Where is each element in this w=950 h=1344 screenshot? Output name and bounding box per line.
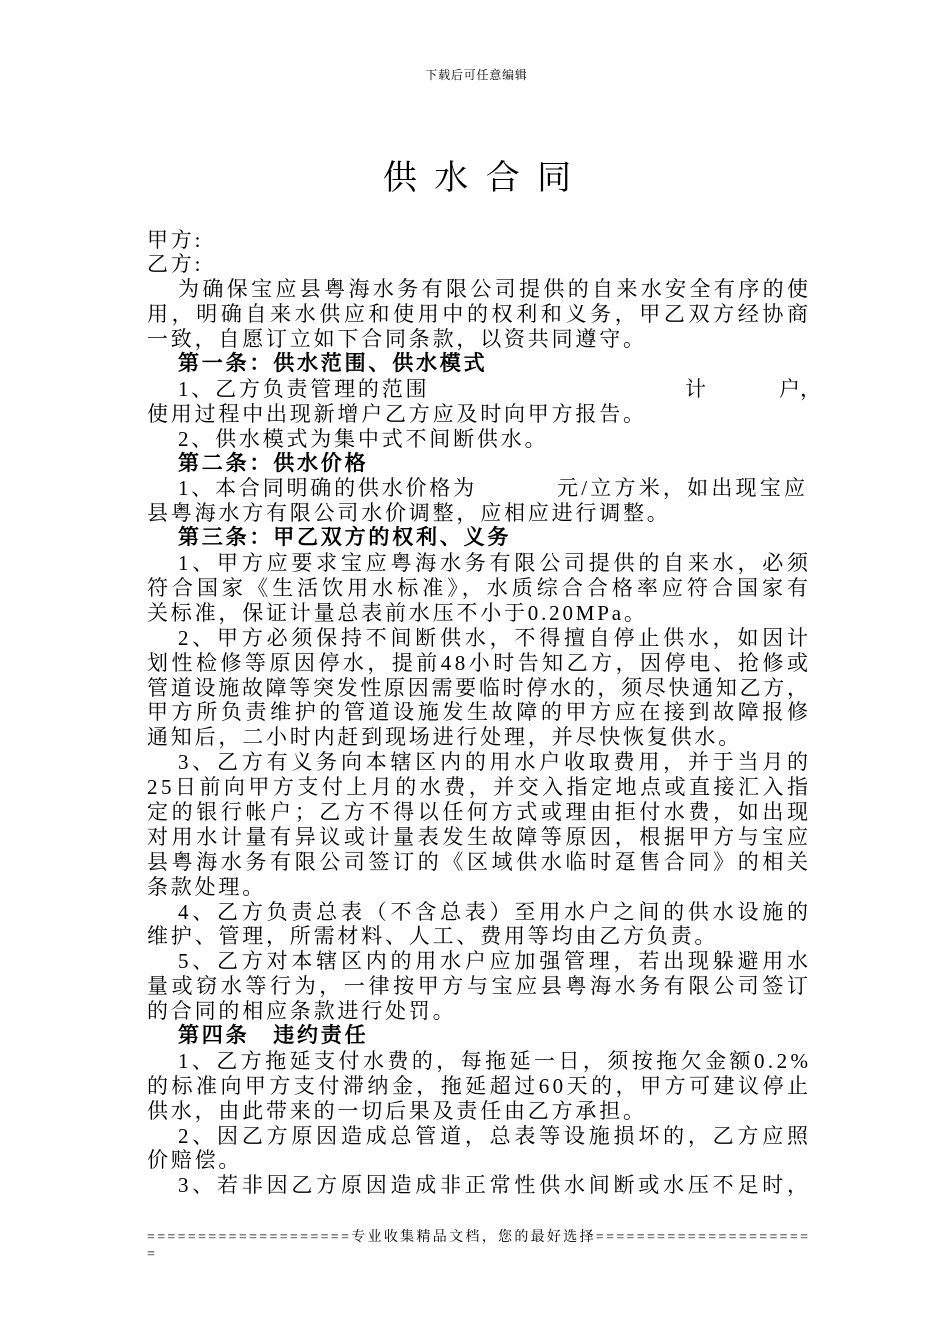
article-3-clause-2-line-2: 划性检修等原因停水，提前48小时告知乙方，因停电、抢修或	[147, 650, 812, 675]
article-3-clause-3-line-6: 条款处理。	[147, 874, 266, 899]
article-4-heading: 第四条 违约责任	[178, 1024, 369, 1047]
article-3-clause-1-line-2: 符合国家《生活饮用水标准》，水质综合合格率应符合国家有	[147, 575, 813, 600]
scope-line	[178, 376, 821, 402]
preamble-line-2: 用，明确自来水供应和使用中的权利和义务，甲乙双方经协商	[147, 302, 812, 327]
price-label: 1、本合同明确的供水价格为	[178, 476, 477, 501]
article-3-clause-3-line-2: 25日前向甲方支付上月的水费，并交入指定地点或直接汇入指	[147, 775, 812, 800]
article-4-clause-3-line-1: 3、若非因乙方原因造成非正常性供水间断或水压不足时，	[178, 1173, 812, 1198]
article-3-clause-5-line-1: 5、乙方对本辖区内的用水户应加强管理，若出现躲避用水	[178, 949, 812, 974]
footer-banner: ====================专业收集精品文档，您的最好选择=====================	[147, 1230, 811, 1245]
article-3-clause-2-line-5: 通知后，二小时内赶到现场进行处理，并尽快恢复供水。	[147, 725, 742, 750]
article-2-heading: 第二条：供水价格	[178, 451, 369, 475]
footer-banner-wrap: =	[147, 1247, 155, 1262]
party-b-line: 乙方:	[147, 252, 204, 277]
article-3-clause-2-line-3: 管道设施故障等突发性原因需要临时停水的，须尽快通知乙方，	[147, 675, 811, 700]
count-label: 计	[685, 376, 709, 401]
article-3-clause-5-line-2: 量或窃水等行为，一律按甲方与宝应县粤海水务有限公司签订	[147, 974, 812, 999]
contract-title: 供 水 合 同	[382, 159, 576, 197]
article-4-clause-1-line-2: 的标准向甲方支付滞纳金，拖延超过60天的，甲方可建议停止	[147, 1073, 812, 1098]
article-3-clause-5-line-3: 的合同的相应条款进行处罚。	[147, 999, 457, 1024]
article-3-clause-3-line-4: 对用水计量有异议或计量表发生故障等原因，根据甲方与宝应	[147, 824, 812, 849]
price-unit-text: 元/立方米，如出现宝应	[557, 476, 809, 501]
header-note: 下载后可任意编辑	[425, 68, 528, 82]
article-3-clause-3-line-3: 定的银行帐户；乙方不得以任何方式或理由拒付水费，如出现	[147, 799, 812, 824]
article-3-clause-4-line-2: 维护、管理，所需材料、人工、费用等均由乙方负责。	[147, 924, 719, 949]
article-4-clause-2-line-1: 2、因乙方原因造成总管道，总表等设施损坏的，乙方应照	[178, 1123, 812, 1148]
party-a-line: 甲方:	[147, 227, 204, 252]
scope-label: 1、乙方负责管理的范围	[178, 376, 430, 401]
article-1-clause-2-line-1: 2、供水模式为集中式不间断供水。	[178, 426, 549, 451]
contract-body	[147, 227, 821, 1199]
article-4-clause-1-line-1: 1、乙方拖延支付水费的，每拖延一日，须按拖欠金额0.2%	[178, 1048, 812, 1073]
article-3-clause-2-line-1: 2、甲方必须保持不间断供水，不得擅自停止供水，如因计	[178, 625, 812, 650]
article-1-heading: 第一条：供水范围、供水模式	[178, 351, 488, 375]
preamble-line-3: 一致，自愿订立如下合同条款，以资共同遵守。	[147, 327, 647, 352]
household-label: 户，	[779, 376, 821, 401]
article-3-clause-3-line-1: 3、乙方有义务向本辖区内的用水户收取费用，并于当月的	[178, 750, 812, 775]
article-2-clause-1-line-2: 县粤海水方有限公司水价调整，应相应进行调整。	[147, 501, 671, 526]
article-3-clause-2-line-4: 甲方所负责维护的管道设施发生故障的甲方应在接到故障报修	[147, 700, 812, 725]
article-3-clause-3-line-5: 县粤海水务有限公司签订的《区域供水临时趸售合同》的相关	[147, 849, 812, 874]
preamble-line-1: 为确保宝应县粤海水务有限公司提供的自来水安全有序的使	[178, 277, 812, 302]
article-3-clause-1-line-1: 1、甲方应要求宝应粤海水务有限公司提供的自来水，必须	[178, 551, 812, 576]
article-1-clause-1-line-2: 使用过程中出现新增户乙方应及时向甲方报告。	[147, 401, 647, 426]
article-4-clause-2-line-2: 价赔偿。	[147, 1148, 243, 1173]
article-4-clause-1-line-3: 供水，由此带来的一切后果及责任由乙方承担。	[147, 1098, 647, 1123]
price-line	[178, 476, 808, 501]
article-3-heading: 第三条：甲乙双方的权利、义务	[178, 526, 512, 550]
article-3-clause-4-line-1: 4、乙方负责总表（不含总表）至用水户之间的供水设施的	[178, 899, 812, 924]
article-3-clause-1-line-3: 关标准，保证计量总表前水压不小于0.20MPa。	[147, 600, 648, 625]
